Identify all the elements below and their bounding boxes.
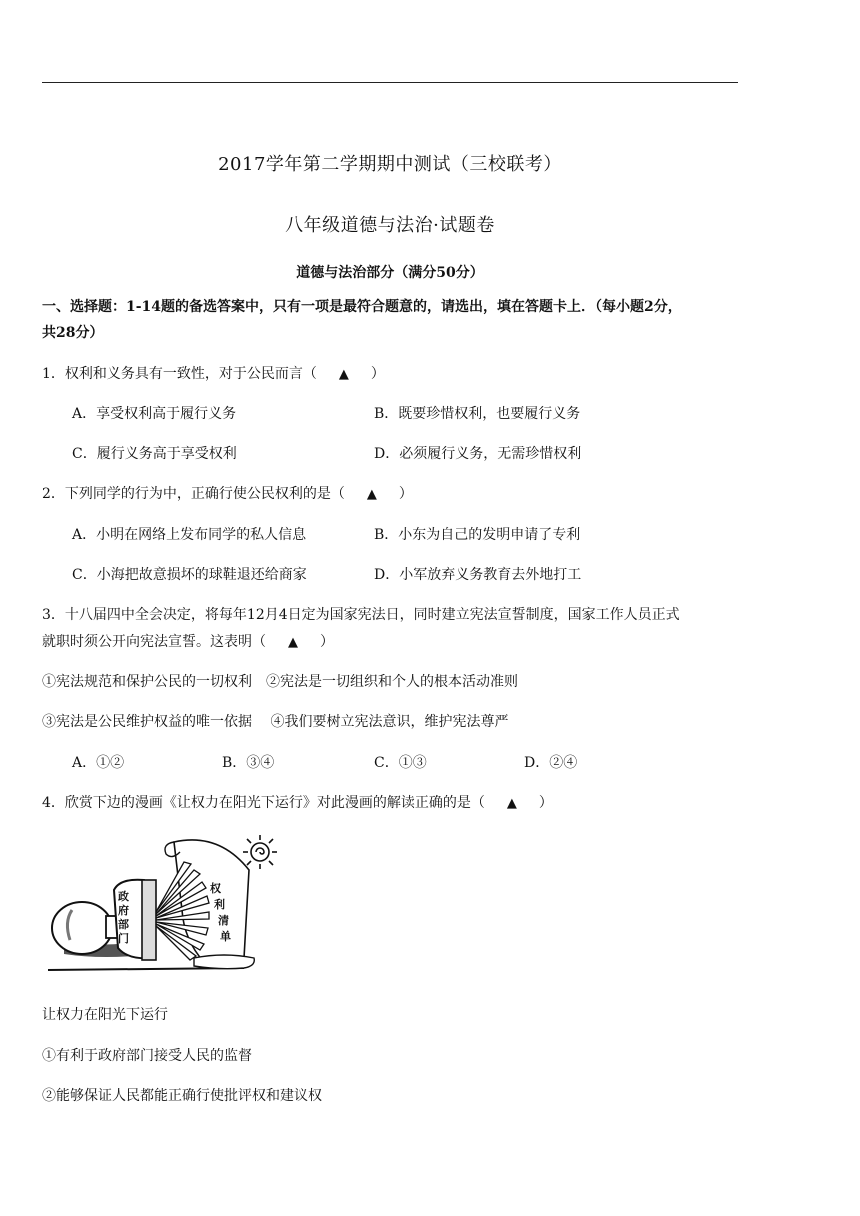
q2-option-d: D．小军放弃义务教育去外地打工 xyxy=(374,567,582,583)
question-1-stem xyxy=(42,364,385,385)
answer-marker: ▲ xyxy=(338,367,349,382)
q1-option-b: B．既要珍惜权利，也要履行义务 xyxy=(374,406,581,422)
cartoon-caption: 让权力在阳光下运行 xyxy=(42,1007,168,1023)
answer-marker: ▲ xyxy=(288,635,298,650)
question-2-text: 2．下列同学的行为中，正确行使公民权利的是（ xyxy=(42,486,345,502)
question-4-close: ） xyxy=(538,795,553,811)
stamp-label-3: 部 xyxy=(118,918,129,931)
q3-option-a: A．①② xyxy=(72,755,125,771)
exam-title: 2017学年第二学期期中测试（三校联考） xyxy=(218,154,562,175)
q3-statement-2: ③宪法是公民维护权益的唯一依据 ④我们要树立宪法意识，维护宪法尊严 xyxy=(42,714,509,730)
instructions-line-2: 共28分） xyxy=(42,325,104,341)
q4-statement-2: ②能够保证人民都能正确行使批评权和建议权 xyxy=(42,1088,322,1104)
q1-option-c: C．履行义务高于享受权利 xyxy=(72,446,237,462)
stamp-label-4: 门 xyxy=(118,932,129,945)
q2-option-a: A．小明在网络上发布同学的私人信息 xyxy=(72,527,307,543)
q2-option-c: C．小海把故意损坏的球鞋退还给商家 xyxy=(72,567,307,583)
q3-option-c: C．①③ xyxy=(374,755,427,771)
q3-option-d: D．②④ xyxy=(524,755,578,771)
instructions-line-1: 一、选择题：1-14题的备选答案中，只有一项是最符合题意的，请选出，填在答题卡上．（每小题2分， xyxy=(42,299,682,315)
question-1-close: ） xyxy=(370,366,385,382)
scroll-label-4: 单 xyxy=(220,930,231,943)
question-3-stem-line-1: 3．十八届四中全会决定，将每年12月4日定为国家宪法日，同时建立宪法宣誓制度，国家工作人员正式 xyxy=(42,607,680,623)
question-3-close: ） xyxy=(320,634,334,650)
question-2-close: ） xyxy=(398,486,413,502)
sun-icon xyxy=(243,835,277,869)
answer-marker: ▲ xyxy=(506,796,517,811)
q2-option-b: B．小东为自己的发明申请了专利 xyxy=(374,527,581,543)
exam-subtitle: 八年级道德与法治·试题卷 xyxy=(285,215,495,236)
stamp-label-1: 政 xyxy=(118,890,129,903)
section-heading: 道德与法治部分（满分50分） xyxy=(296,265,484,281)
question-4-text: 4．欣赏下边的漫画《让权力在阳光下运行》对此漫画的解读正确的是（ xyxy=(42,795,485,811)
scroll-label-2: 利 xyxy=(214,898,225,911)
scroll-label-3: 清 xyxy=(218,914,229,927)
cartoon-image xyxy=(44,830,284,975)
q1-option-d: D．必须履行义务，无需珍惜权利 xyxy=(374,446,582,462)
question-4-stem xyxy=(42,793,553,814)
question-2-stem xyxy=(42,484,413,505)
q3-statement-1: ①宪法规范和保护公民的一切权利 ②宪法是一切组织和个人的根本活动准则 xyxy=(42,674,518,690)
question-1-text: 1．权利和义务具有一致性，对于公民而言（ xyxy=(42,366,317,382)
power-list-scroll xyxy=(174,840,249,962)
scroll-bottom xyxy=(194,955,254,969)
scroll-label-1: 权 xyxy=(210,882,221,895)
stamp-label-2: 府 xyxy=(118,904,129,917)
answer-marker: ▲ xyxy=(366,487,377,502)
q3-option-b: B．③④ xyxy=(222,755,275,771)
q4-statement-1: ①有利于政府部门接受人民的监督 xyxy=(42,1048,252,1064)
q1-option-a: A．享受权利高于履行义务 xyxy=(72,406,237,422)
stamp-handle xyxy=(52,902,112,954)
question-3-text: 就职时须公开向宪法宣誓。这表明（ xyxy=(42,634,266,650)
question-3-stem-line-2 xyxy=(42,632,334,653)
header-rule xyxy=(42,82,738,83)
